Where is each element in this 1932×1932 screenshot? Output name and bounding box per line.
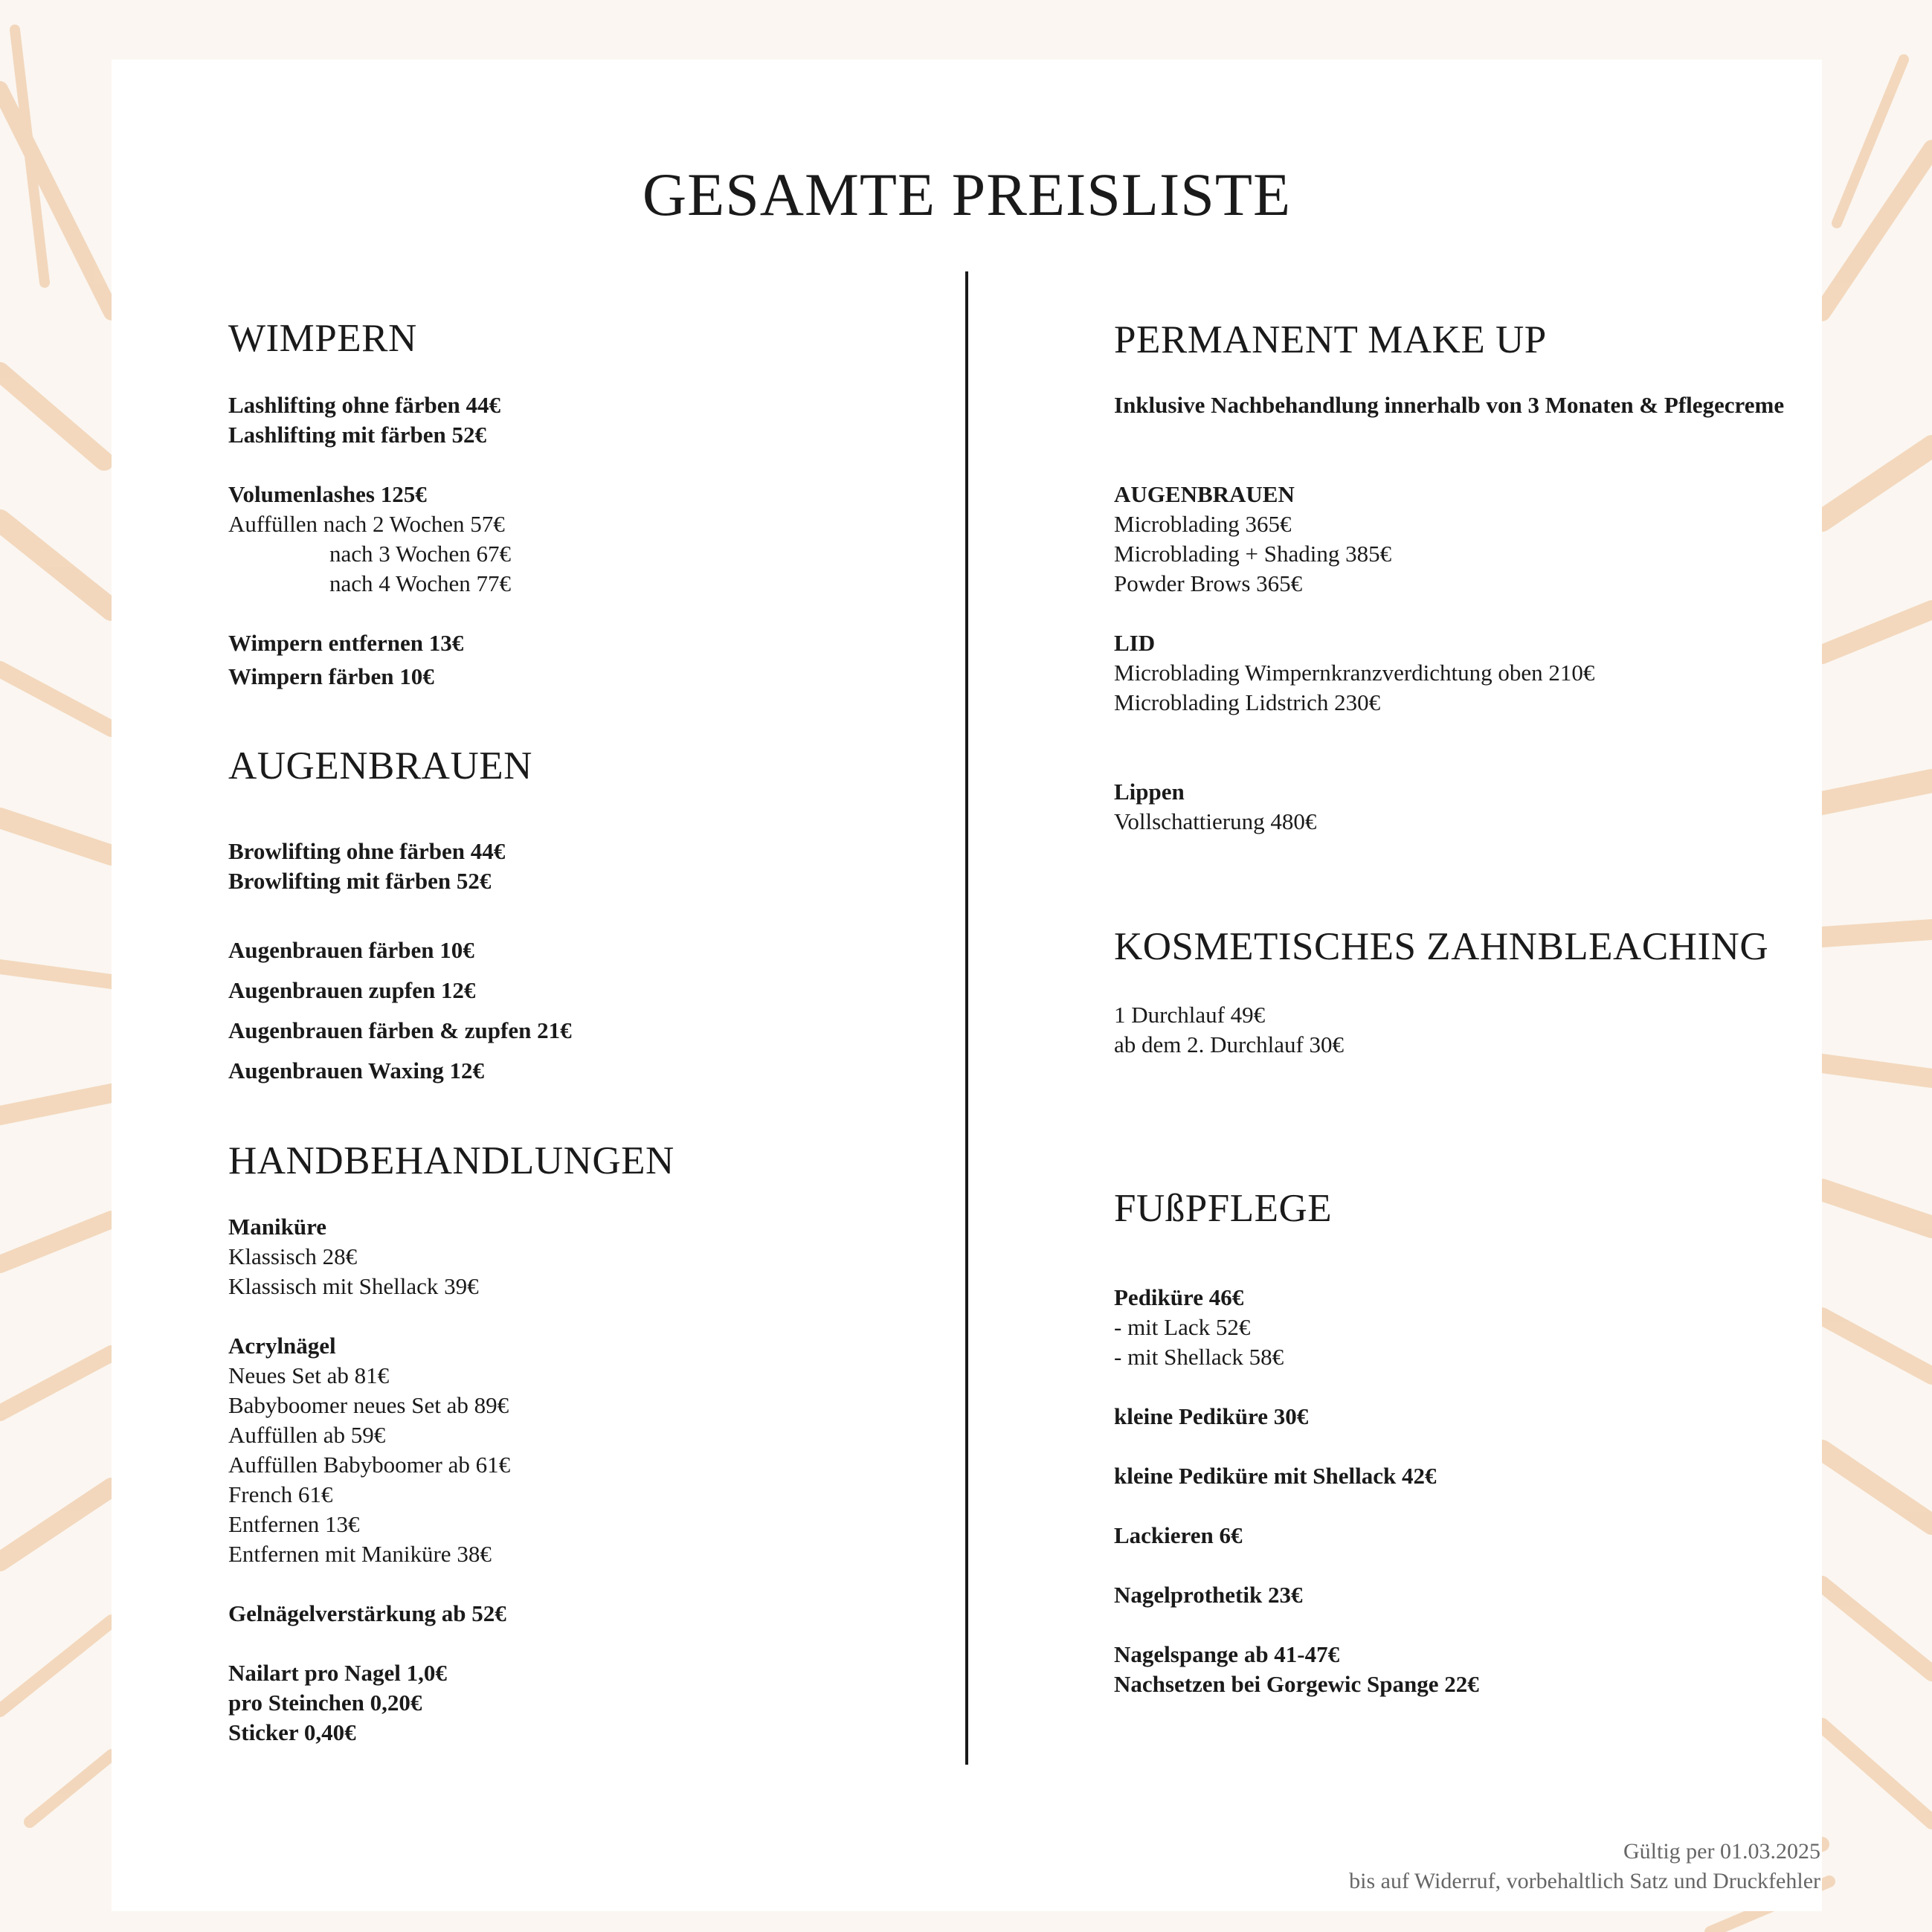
price-line: Lackieren 6€: [1114, 1522, 1243, 1548]
price-line: Augenbrauen färben & zupfen 21€: [228, 1017, 572, 1043]
price-line: Vollschattierung 480€: [1114, 808, 1317, 834]
price-line: ab dem 2. Durchlauf 30€: [1114, 1031, 1345, 1057]
price-line: Lippen: [1114, 779, 1185, 805]
price-line: Inklusive Nachbehandlung innerhalb von 3 Monaten & Pflegecreme: [1114, 392, 1785, 418]
price-line: Pediküre 46€: [1114, 1284, 1244, 1310]
price-line: 1 Durchlauf 49€: [1114, 1002, 1266, 1028]
price-line: Browlifting mit färben 52€: [228, 868, 492, 894]
price-line: Nachsetzen bei Gorgewic Spange 22€: [1114, 1671, 1479, 1697]
price-line: French 61€: [228, 1481, 333, 1507]
section-heading-zahnbleaching: KOSMETISCHES ZAHNBLEACHING: [1114, 925, 1769, 968]
price-line: Maniküre: [228, 1214, 327, 1240]
price-line: Microblading Wimpernkranzverdichtung oben 210€: [1114, 660, 1595, 686]
price-line: Microblading + Shading 385€: [1114, 541, 1392, 567]
price-line: Neues Set ab 81€: [228, 1362, 390, 1388]
section-heading-augenbrauen: AUGENBRAUEN: [228, 744, 532, 788]
validity-date: Gültig per 01.03.2025: [1623, 1839, 1820, 1864]
price-line: Augenbrauen Waxing 12€: [228, 1057, 484, 1083]
price-line: Babyboomer neues Set ab 89€: [228, 1392, 509, 1418]
price-line: Auffüllen ab 59€: [228, 1422, 386, 1448]
price-line: kleine Pediküre 30€: [1114, 1403, 1309, 1429]
price-line: AUGENBRAUEN: [1114, 481, 1295, 507]
price-line: Augenbrauen färben 10€: [228, 937, 474, 963]
price-line: pro Steinchen 0,20€: [228, 1690, 422, 1716]
price-line: Lashlifting ohne färben 44€: [228, 392, 501, 418]
price-list-page: [112, 59, 1822, 1911]
price-line: nach 4 Wochen 77€: [329, 570, 512, 596]
price-line: Nagelprothetik 23€: [1114, 1582, 1303, 1608]
price-line: Lashlifting mit färben 52€: [228, 422, 487, 448]
price-line: Volumenlashes 125€: [228, 481, 427, 507]
price-line: Powder Brows 365€: [1114, 570, 1303, 596]
section-heading-wimpern: WIMPERN: [228, 317, 417, 360]
price-line: Browlifting ohne färben 44€: [228, 838, 506, 864]
price-line: Klassisch 28€: [228, 1243, 358, 1269]
price-line: nach 3 Wochen 67€: [329, 541, 512, 567]
price-line: Wimpern färben 10€: [228, 663, 434, 689]
price-line: - mit Lack 52€: [1114, 1314, 1251, 1340]
price-line: - mit Shellack 58€: [1114, 1344, 1284, 1370]
price-line: kleine Pediküre mit Shellack 42€: [1114, 1463, 1437, 1489]
price-line: Auffüllen Babyboomer ab 61€: [228, 1452, 511, 1478]
section-heading-handbehandlungen: HANDBEHANDLUNGEN: [228, 1139, 674, 1182]
section-heading-permanent-make-up: PERMANENT MAKE UP: [1114, 318, 1547, 361]
price-line: Entfernen mit Maniküre 38€: [228, 1541, 492, 1567]
price-line: Wimpern entfernen 13€: [228, 630, 464, 656]
price-line: Acrylnägel: [228, 1333, 336, 1359]
price-line: Sticker 0,40€: [228, 1719, 356, 1745]
price-line: Augenbrauen zupfen 12€: [228, 977, 476, 1003]
page-title: GESAMTE PREISLISTE: [642, 161, 1292, 228]
price-line: Entfernen 13€: [228, 1511, 360, 1537]
price-line: Auffüllen nach 2 Wochen 57€: [228, 511, 505, 537]
price-line: Microblading 365€: [1114, 511, 1292, 537]
price-line: Klassisch mit Shellack 39€: [228, 1273, 479, 1299]
price-line: Nailart pro Nagel 1,0€: [228, 1660, 447, 1686]
price-line: Gelnägelverstärkung ab 52€: [228, 1600, 506, 1626]
validity-note: [1349, 1837, 1820, 1896]
section-heading-fusspflege: FUßPFLEGE: [1114, 1187, 1333, 1230]
price-line: Microblading Lidstrich 230€: [1114, 689, 1381, 715]
price-line: LID: [1114, 630, 1156, 656]
price-line: Nagelspange ab 41-47€: [1114, 1641, 1340, 1667]
disclaimer: bis auf Widerruf, vorbehaltlich Satz und Druckfehler: [1349, 1869, 1820, 1893]
column-divider: [965, 271, 968, 1765]
